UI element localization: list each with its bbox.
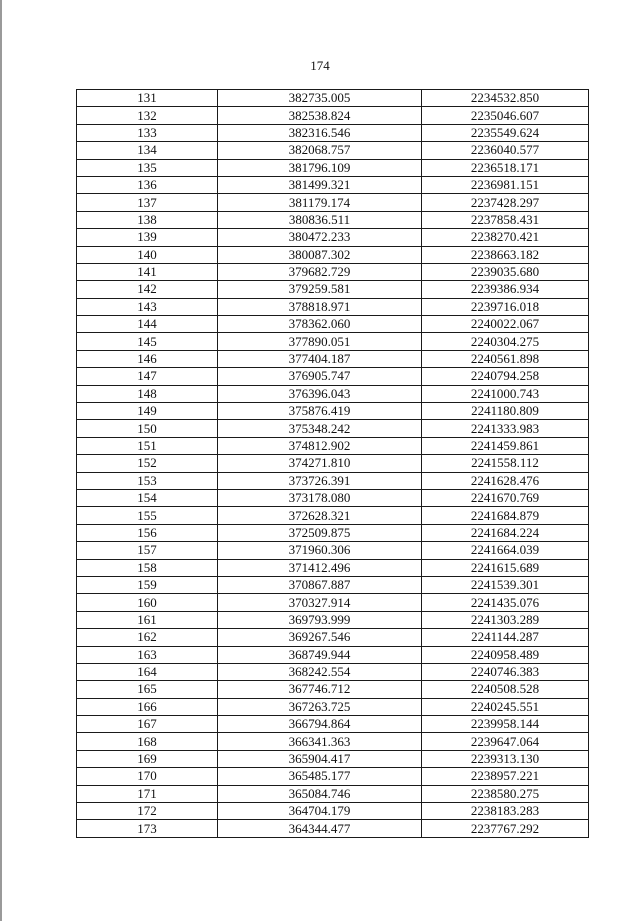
table-row bbox=[77, 90, 589, 107]
table-row bbox=[77, 229, 589, 246]
y-coordinate-cell: 2241664.039 bbox=[422, 542, 589, 559]
x-coordinate-cell: 378818.971 bbox=[218, 298, 422, 315]
y-coordinate-cell: 2236981.151 bbox=[422, 176, 589, 193]
point-number-cell: 163 bbox=[77, 646, 218, 663]
x-coordinate-cell: 377404.187 bbox=[218, 350, 422, 367]
point-number-cell: 135 bbox=[77, 159, 218, 176]
point-number-cell: 159 bbox=[77, 576, 218, 593]
table-row bbox=[77, 350, 589, 367]
point-number-cell: 137 bbox=[77, 194, 218, 211]
point-number-cell: 155 bbox=[77, 507, 218, 524]
y-coordinate-cell: 2237858.431 bbox=[422, 211, 589, 228]
x-coordinate-cell: 382735.005 bbox=[218, 90, 422, 107]
x-coordinate-cell: 369267.546 bbox=[218, 629, 422, 646]
point-number-cell: 143 bbox=[77, 298, 218, 315]
y-coordinate-cell: 2240508.528 bbox=[422, 681, 589, 698]
table-row bbox=[77, 594, 589, 611]
page-number: 174 bbox=[310, 58, 330, 73]
x-coordinate-cell: 366794.864 bbox=[218, 716, 422, 733]
x-coordinate-cell: 365904.417 bbox=[218, 750, 422, 767]
table-row bbox=[77, 194, 589, 211]
y-coordinate-cell: 2241558.112 bbox=[422, 455, 589, 472]
point-number-cell: 138 bbox=[77, 211, 218, 228]
point-number-cell: 131 bbox=[77, 90, 218, 107]
table-row bbox=[77, 663, 589, 680]
y-coordinate-cell: 2240746.383 bbox=[422, 663, 589, 680]
table-row bbox=[77, 768, 589, 785]
x-coordinate-cell: 382068.757 bbox=[218, 142, 422, 159]
table-row bbox=[77, 281, 589, 298]
x-coordinate-cell: 377890.051 bbox=[218, 333, 422, 350]
table-row bbox=[77, 333, 589, 350]
table-row bbox=[77, 420, 589, 437]
point-number-cell: 167 bbox=[77, 716, 218, 733]
y-coordinate-cell: 2240245.551 bbox=[422, 698, 589, 715]
point-number-cell: 133 bbox=[77, 124, 218, 141]
y-coordinate-cell: 2240958.489 bbox=[422, 646, 589, 663]
point-number-cell: 134 bbox=[77, 142, 218, 159]
y-coordinate-cell: 2241144.287 bbox=[422, 629, 589, 646]
table-row bbox=[77, 124, 589, 141]
x-coordinate-cell: 367263.725 bbox=[218, 698, 422, 715]
table-row bbox=[77, 176, 589, 193]
y-coordinate-cell: 2238270.421 bbox=[422, 229, 589, 246]
y-coordinate-cell: 2241539.301 bbox=[422, 576, 589, 593]
point-number-cell: 154 bbox=[77, 489, 218, 506]
coordinate-table-body bbox=[77, 90, 589, 838]
table-row bbox=[77, 559, 589, 576]
y-coordinate-cell: 2234532.850 bbox=[422, 90, 589, 107]
x-coordinate-cell: 368242.554 bbox=[218, 663, 422, 680]
x-coordinate-cell: 381179.174 bbox=[218, 194, 422, 211]
y-coordinate-cell: 2236040.577 bbox=[422, 142, 589, 159]
table-row bbox=[77, 611, 589, 628]
table-row bbox=[77, 107, 589, 124]
x-coordinate-cell: 372509.875 bbox=[218, 524, 422, 541]
point-number-cell: 166 bbox=[77, 698, 218, 715]
y-coordinate-cell: 2241684.879 bbox=[422, 507, 589, 524]
x-coordinate-cell: 380087.302 bbox=[218, 246, 422, 263]
point-number-cell: 158 bbox=[77, 559, 218, 576]
y-coordinate-cell: 2240022.067 bbox=[422, 316, 589, 333]
table-row bbox=[77, 542, 589, 559]
x-coordinate-cell: 381796.109 bbox=[218, 159, 422, 176]
y-coordinate-cell: 2241435.076 bbox=[422, 594, 589, 611]
table-row bbox=[77, 507, 589, 524]
point-number-cell: 136 bbox=[77, 176, 218, 193]
y-coordinate-cell: 2241333.983 bbox=[422, 420, 589, 437]
table-row bbox=[77, 489, 589, 506]
table-row bbox=[77, 403, 589, 420]
y-coordinate-cell: 2240794.258 bbox=[422, 368, 589, 385]
x-coordinate-cell: 370867.887 bbox=[218, 576, 422, 593]
table-row bbox=[77, 733, 589, 750]
point-number-cell: 156 bbox=[77, 524, 218, 541]
x-coordinate-cell: 374812.902 bbox=[218, 437, 422, 454]
table-row bbox=[77, 211, 589, 228]
point-number-cell: 162 bbox=[77, 629, 218, 646]
x-coordinate-cell: 375348.242 bbox=[218, 420, 422, 437]
point-number-cell: 165 bbox=[77, 681, 218, 698]
table-row bbox=[77, 159, 589, 176]
point-number-cell: 132 bbox=[77, 107, 218, 124]
point-number-cell: 149 bbox=[77, 403, 218, 420]
point-number-cell: 140 bbox=[77, 246, 218, 263]
table-row bbox=[77, 716, 589, 733]
point-number-cell: 142 bbox=[77, 281, 218, 298]
x-coordinate-cell: 371960.306 bbox=[218, 542, 422, 559]
point-number-cell: 151 bbox=[77, 437, 218, 454]
point-number-cell: 147 bbox=[77, 368, 218, 385]
y-coordinate-cell: 2235046.607 bbox=[422, 107, 589, 124]
x-coordinate-cell: 371412.496 bbox=[218, 559, 422, 576]
table-row bbox=[77, 820, 589, 837]
point-number-cell: 173 bbox=[77, 820, 218, 837]
y-coordinate-cell: 2239716.018 bbox=[422, 298, 589, 315]
table-row bbox=[77, 785, 589, 802]
y-coordinate-cell: 2237767.292 bbox=[422, 820, 589, 837]
y-coordinate-cell: 2238663.182 bbox=[422, 246, 589, 263]
point-number-cell: 146 bbox=[77, 350, 218, 367]
x-coordinate-cell: 365485.177 bbox=[218, 768, 422, 785]
x-coordinate-cell: 369793.999 bbox=[218, 611, 422, 628]
point-number-cell: 145 bbox=[77, 333, 218, 350]
point-number-cell: 157 bbox=[77, 542, 218, 559]
table-row bbox=[77, 368, 589, 385]
point-number-cell: 160 bbox=[77, 594, 218, 611]
y-coordinate-cell: 2239958.144 bbox=[422, 716, 589, 733]
x-coordinate-cell: 376905.747 bbox=[218, 368, 422, 385]
point-number-cell: 141 bbox=[77, 263, 218, 280]
coordinate-table bbox=[76, 89, 589, 838]
y-coordinate-cell: 2239386.934 bbox=[422, 281, 589, 298]
point-number-cell: 153 bbox=[77, 472, 218, 489]
y-coordinate-cell: 2236518.171 bbox=[422, 159, 589, 176]
point-number-cell: 172 bbox=[77, 803, 218, 820]
x-coordinate-cell: 375876.419 bbox=[218, 403, 422, 420]
y-coordinate-cell: 2237428.297 bbox=[422, 194, 589, 211]
point-number-cell: 139 bbox=[77, 229, 218, 246]
y-coordinate-cell: 2241303.289 bbox=[422, 611, 589, 628]
table-row bbox=[77, 524, 589, 541]
x-coordinate-cell: 364704.179 bbox=[218, 803, 422, 820]
x-coordinate-cell: 378362.060 bbox=[218, 316, 422, 333]
x-coordinate-cell: 374271.810 bbox=[218, 455, 422, 472]
table-row bbox=[77, 576, 589, 593]
y-coordinate-cell: 2240561.898 bbox=[422, 350, 589, 367]
page-left-edge bbox=[0, 0, 2, 921]
table-row bbox=[77, 385, 589, 402]
table-row bbox=[77, 681, 589, 698]
x-coordinate-cell: 382316.546 bbox=[218, 124, 422, 141]
point-number-cell: 144 bbox=[77, 316, 218, 333]
table-row bbox=[77, 750, 589, 767]
y-coordinate-cell: 2241615.689 bbox=[422, 559, 589, 576]
x-coordinate-cell: 372628.321 bbox=[218, 507, 422, 524]
table-row bbox=[77, 298, 589, 315]
table-row bbox=[77, 142, 589, 159]
table-row bbox=[77, 472, 589, 489]
table-row bbox=[77, 455, 589, 472]
y-coordinate-cell: 2241459.861 bbox=[422, 437, 589, 454]
y-coordinate-cell: 2239647.064 bbox=[422, 733, 589, 750]
point-number-cell: 148 bbox=[77, 385, 218, 402]
table-row bbox=[77, 803, 589, 820]
y-coordinate-cell: 2238183.283 bbox=[422, 803, 589, 820]
y-coordinate-cell: 2238957.221 bbox=[422, 768, 589, 785]
x-coordinate-cell: 376396.043 bbox=[218, 385, 422, 402]
point-number-cell: 171 bbox=[77, 785, 218, 802]
table-row bbox=[77, 629, 589, 646]
y-coordinate-cell: 2241180.809 bbox=[422, 403, 589, 420]
point-number-cell: 152 bbox=[77, 455, 218, 472]
table-row bbox=[77, 246, 589, 263]
point-number-cell: 161 bbox=[77, 611, 218, 628]
y-coordinate-cell: 2235549.624 bbox=[422, 124, 589, 141]
x-coordinate-cell: 381499.321 bbox=[218, 176, 422, 193]
x-coordinate-cell: 367746.712 bbox=[218, 681, 422, 698]
y-coordinate-cell: 2239035.680 bbox=[422, 263, 589, 280]
y-coordinate-cell: 2240304.275 bbox=[422, 333, 589, 350]
y-coordinate-cell: 2241670.769 bbox=[422, 489, 589, 506]
x-coordinate-cell: 379682.729 bbox=[218, 263, 422, 280]
point-number-cell: 164 bbox=[77, 663, 218, 680]
y-coordinate-cell: 2241000.743 bbox=[422, 385, 589, 402]
x-coordinate-cell: 368749.944 bbox=[218, 646, 422, 663]
point-number-cell: 169 bbox=[77, 750, 218, 767]
x-coordinate-cell: 373726.391 bbox=[218, 472, 422, 489]
x-coordinate-cell: 370327.914 bbox=[218, 594, 422, 611]
x-coordinate-cell: 380836.511 bbox=[218, 211, 422, 228]
point-number-cell: 150 bbox=[77, 420, 218, 437]
y-coordinate-cell: 2241628.476 bbox=[422, 472, 589, 489]
table-row bbox=[77, 316, 589, 333]
x-coordinate-cell: 380472.233 bbox=[218, 229, 422, 246]
x-coordinate-cell: 366341.363 bbox=[218, 733, 422, 750]
y-coordinate-cell: 2238580.275 bbox=[422, 785, 589, 802]
table-row bbox=[77, 437, 589, 454]
x-coordinate-cell: 365084.746 bbox=[218, 785, 422, 802]
table-row bbox=[77, 263, 589, 280]
point-number-cell: 170 bbox=[77, 768, 218, 785]
x-coordinate-cell: 379259.581 bbox=[218, 281, 422, 298]
table-row bbox=[77, 646, 589, 663]
table-row bbox=[77, 698, 589, 715]
x-coordinate-cell: 382538.824 bbox=[218, 107, 422, 124]
point-number-cell: 168 bbox=[77, 733, 218, 750]
x-coordinate-cell: 373178.080 bbox=[218, 489, 422, 506]
y-coordinate-cell: 2241684.224 bbox=[422, 524, 589, 541]
x-coordinate-cell: 364344.477 bbox=[218, 820, 422, 837]
y-coordinate-cell: 2239313.130 bbox=[422, 750, 589, 767]
